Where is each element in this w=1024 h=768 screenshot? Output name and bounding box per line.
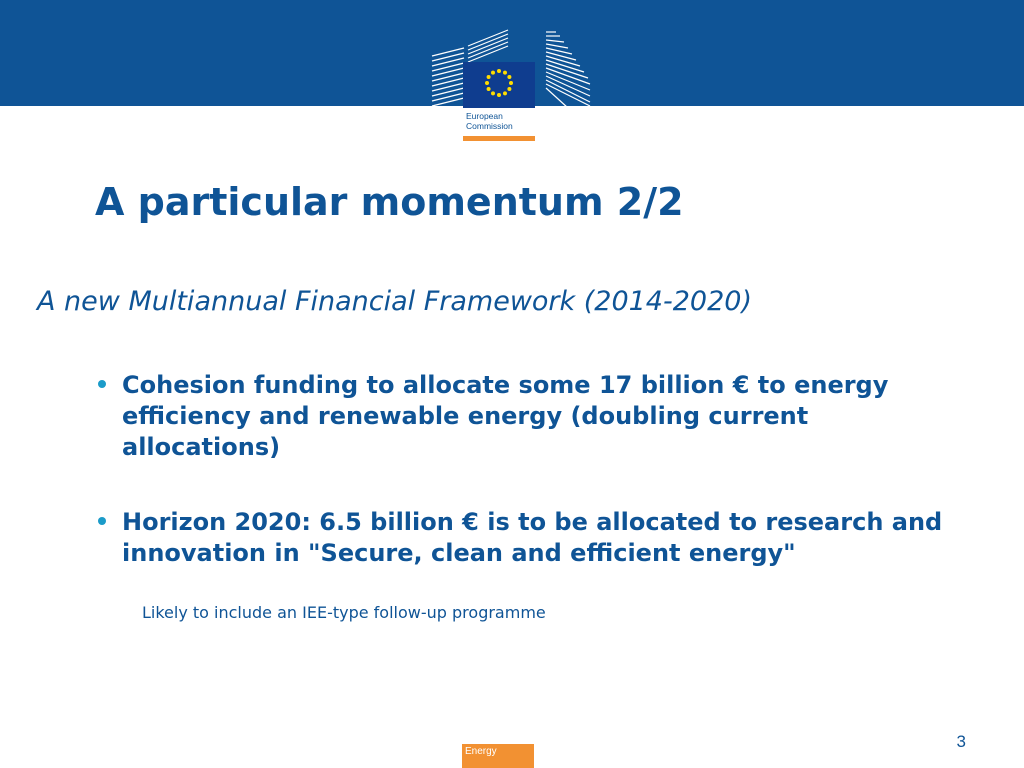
footer-tag (462, 744, 534, 768)
logo-line-2: Commission (466, 121, 513, 131)
eu-flag-icon (463, 62, 535, 108)
bullet-text: Cohesion funding to allocate some 17 billion € to energy efficiency and renewable energy (doubling current allocations) (122, 371, 889, 461)
page-number: 3 (956, 732, 966, 751)
logo-orange-bar (463, 136, 535, 141)
bullet-dot-icon (98, 517, 106, 525)
logo-text (466, 111, 513, 131)
footer-tag-label: Energy (465, 746, 497, 757)
sub-note: Likely to include an IEE-type follow-up programme (142, 603, 546, 622)
bullet-dot-icon (98, 380, 106, 388)
logo-line-1: European (466, 111, 503, 121)
slide-title: A particular momentum 2/2 (95, 180, 684, 224)
slide-subtitle: A new Multiannual Financial Framework (2014-2020) (37, 286, 752, 317)
bullet-text: Horizon 2020: 6.5 billion € is to be allocated to research and innovation in "Secure, clean and efficient energy" (122, 508, 943, 567)
building-lines-right-icon (546, 32, 590, 108)
